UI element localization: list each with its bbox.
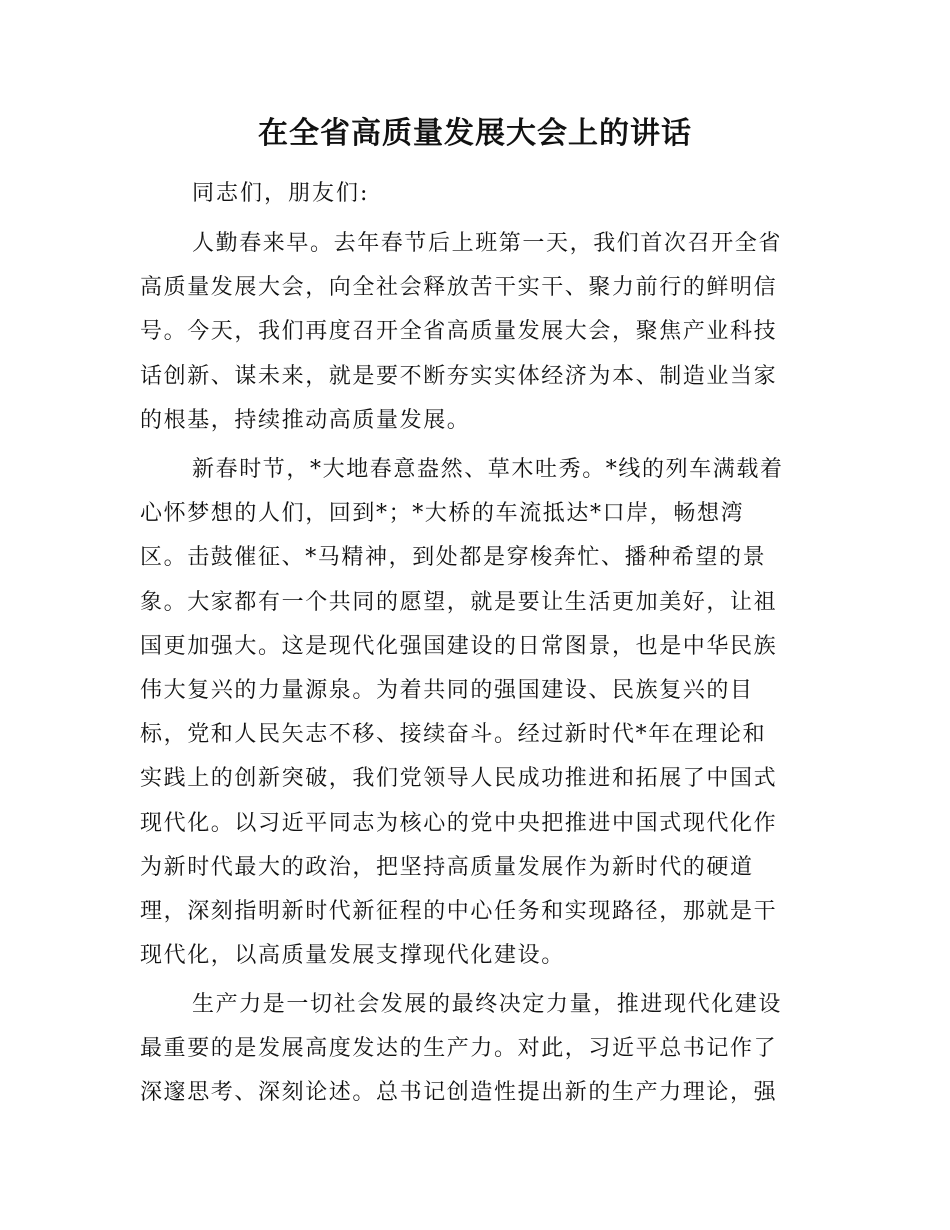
paragraph-line: 现代化。以习近平同志为核心的党中央把推进中国式现代化作 (140, 810, 778, 836)
paragraph-line: 话创新、谋未来，就是要不断夯实实体经济为本、制造业当家 (140, 363, 778, 389)
paragraph-line: 理，深刻指明新时代新征程的中心任务和实现路径，那就是干 (140, 898, 778, 924)
paragraph-line: 标，党和人民矢志不移、接续奋斗。经过新时代*年在理论和 (140, 722, 767, 748)
paragraph-line: 的根基，持续推动高质量发展。 (140, 407, 471, 433)
paragraph-line: 心怀梦想的人们，回到*；*大桥的车流抵达*口岸，畅想湾 (140, 501, 745, 527)
document-title: 在全省高质量发展大会上的讲话 (258, 116, 692, 151)
paragraph-3 (140, 983, 820, 1116)
paragraph-2 (140, 448, 820, 978)
paragraph-line: 人勤春来早。去年春节后上班第一天，我们首次召开全省 (192, 231, 783, 256)
paragraph-line: 高质量发展大会，向全社会释放苦干实干、聚力前行的鲜明信 (140, 275, 778, 301)
paragraph-line: 生产力是一切社会发展的最终决定力量，推进现代化建设 (192, 992, 783, 1017)
paragraph-line: 象。大家都有一个共同的愿望，就是要让生活更加美好，让祖 (140, 589, 778, 615)
paragraph-line: 现代化，以高质量发展支撑现代化建设。 (140, 943, 565, 969)
paragraph-line: 新春时节，*大地春意盎然、草木吐秀。*线的列车满载着 (192, 457, 784, 482)
paragraph-line: 号。今天，我们再度召开全省高质量发展大会，聚焦产业科技 (140, 319, 778, 345)
salutation: 同志们，朋友们: (192, 181, 370, 206)
paragraph-line: 区。击鼓催征、*马精神，到处都是穿梭奔忙、播种希望的景 (140, 545, 767, 571)
paragraph-line: 伟大复兴的力量源泉。为着共同的强国建设、民族复兴的目 (140, 677, 754, 703)
paragraph-1 (140, 222, 820, 443)
paragraph-line: 国更加强大。这是现代化强国建设的日常图景，也是中华民族 (140, 633, 778, 659)
paragraph-line: 为新时代最大的政治，把坚持高质量发展作为新时代的硬道 (140, 854, 754, 880)
paragraph-line: 最重要的是发展高度发达的生产力。对此，习近平总书记作了 (140, 1036, 778, 1062)
paragraph-line: 实践上的创新突破，我们党领导人民成功推进和拓展了中国式 (140, 766, 778, 792)
paragraph-line: 深邃思考、深刻论述。总书记创造性提出新的生产力理论，强 (140, 1080, 778, 1106)
